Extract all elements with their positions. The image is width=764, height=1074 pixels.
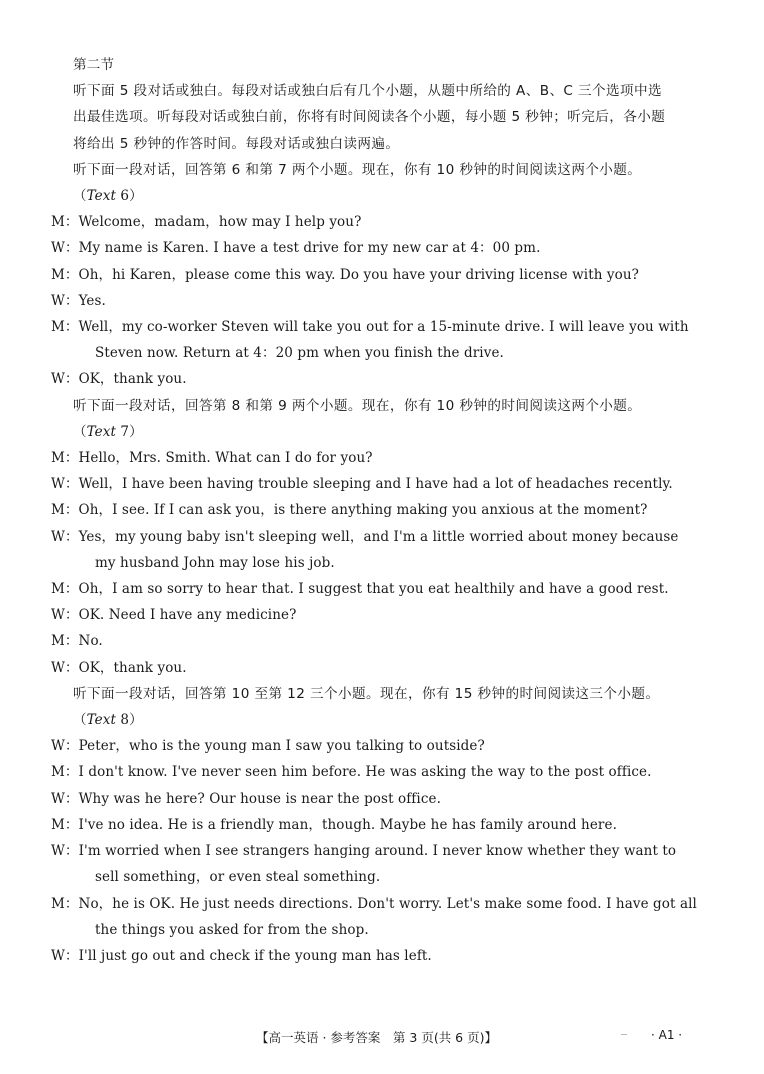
dialogue-line: W：Why was he here? Our house is near the post office. [51,790,441,807]
dialogue-line: W：I'll just go out and check if the young man has left. [51,947,432,964]
dialogue-line: W：OK，thank you. [51,371,187,388]
text7-intro: 听下面一段对话，回答第 8 和第 9 两个小题。现在，你有 10 秒钟的时间阅读这两个小题。 [73,397,642,414]
dialogue-line: M：Oh，hi Karen，please come this way. Do you have your driving license with you? [51,266,639,283]
dialogue-line: M：I don't know. I've never seen him before. He was asking the way to the post office. [51,764,652,781]
dialogue-line: W：Peter，who is the young man I saw you talking to outside? [51,738,485,755]
dialogue-line: W：OK. Need I have any medicine? [51,607,297,624]
instruction-line-2: 出最佳选项。听每段对话或独白前，你将有时间阅读各个小题，每小题 5 秒钟；听完后，各小题 [73,109,666,126]
footer-page-info: 【高一英语 · 参考答案 第 3 页(共 6 页)】 [256,1030,497,1045]
dialogue-line: W：My name is Karen. I have a test drive for my new car at 4：00 pm. [51,240,541,257]
text6-dialogue [51,209,703,392]
dialogue-line: M：Well，my co-worker Steven will take you out for a 15-minute drive. I will leave you with Steven now. Return at 4：20 pm when you finish the drive. [51,319,689,362]
text8-label: （Text 8） [73,712,143,729]
text8-dialogue [51,733,703,969]
dialogue-line: M：Hello，Mrs. Smith. What can I do for you? [51,450,373,467]
dialogue-line: M：No，he is OK. He just needs directions. Don't worry. Let's make some food. I have got all the things you asked for from the shop. [51,895,697,938]
instruction-line-1: 听下面 5 段对话或独白。每段对话或独白后有几个小题，从题中所给的 A、B、C 三个选项中选 [73,83,663,100]
footer-code: · A1 · [651,1028,683,1042]
dialogue-line: M：I've no idea. He is a friendly man，though. Maybe he has family around here. [51,816,617,833]
document-page [51,52,703,969]
dialogue-line: M：No. [51,633,103,650]
dialogue-line: W：I'm worried when I see strangers hanging around. I never know whether they want to sell something，or even steal something. [51,843,677,886]
footer-divider [621,1034,627,1035]
dialogue-line: W：Yes. [51,292,106,309]
dialogue-line: M：Oh，I see. If I can ask you，is there anything making you anxious at the moment? [51,502,648,519]
text7-dialogue [51,445,703,681]
instruction-line-3: 将给出 5 秒钟的作答时间。每段对话或独白读两遍。 [73,135,400,152]
text6-intro: 听下面一段对话，回答第 6 和第 7 两个小题。现在，你有 10 秒钟的时间阅读这两个小题。 [73,161,642,178]
dialogue-line: M：Welcome，madam，how may I help you? [51,214,362,231]
dialogue-line: W：Yes，my young baby isn't sleeping well，and I'm a little worried about money because my husband John may lose his job. [51,528,679,571]
dialogue-line: M：Oh，I am so sorry to hear that. I suggest that you eat healthily and have a good rest. [51,581,669,598]
text6-label: （Text 6） [73,188,143,205]
text7-label: （Text 7） [73,423,143,440]
text8-intro: 听下面一段对话，回答第 10 至第 12 三个小题。现在，你有 15 秒钟的时间阅读这三个小题。 [73,685,660,702]
dialogue-line: W：OK，thank you. [51,659,187,676]
section-title: 第二节 [73,57,115,73]
dialogue-line: W：Well，I have been having trouble sleeping and I have had a lot of headaches recently. [51,476,673,493]
